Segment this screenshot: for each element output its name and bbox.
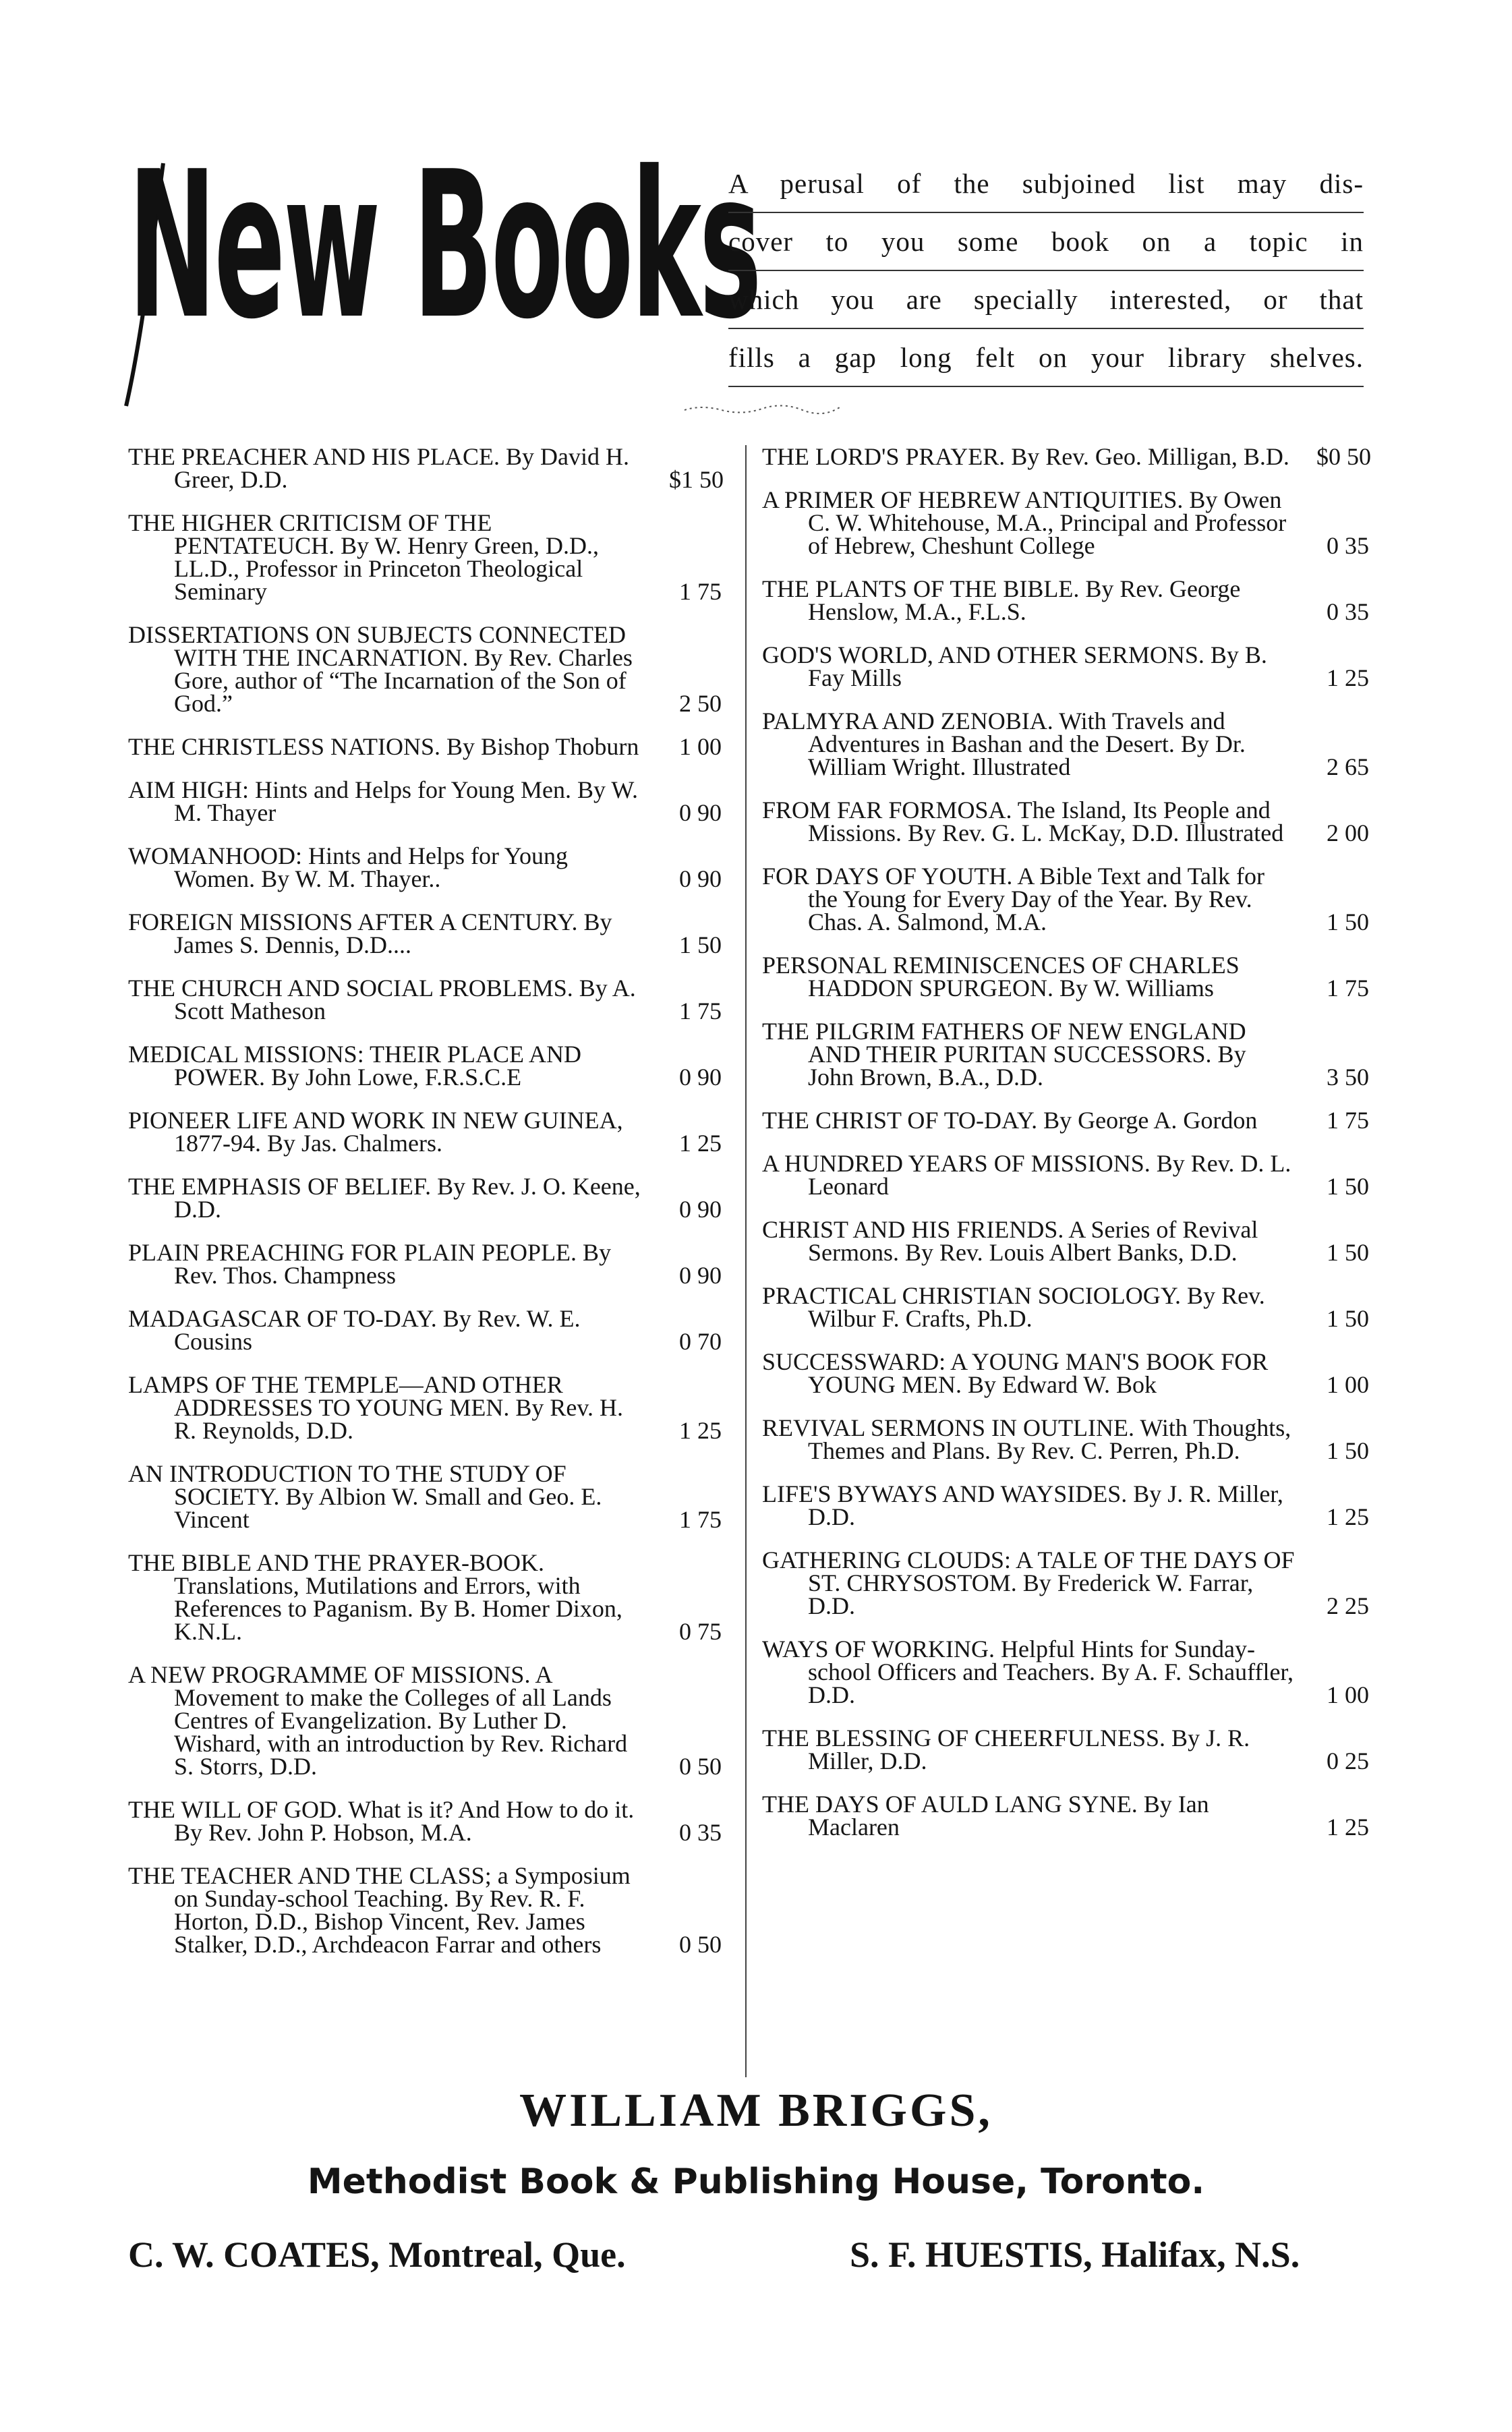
book-entry (762, 954, 1369, 1000)
book-entry (762, 1284, 1369, 1330)
book-title: THE DAYS OF AULD LANG SYNE. By Ian Maclaren (762, 1791, 1209, 1841)
book-price: 0 90 (679, 865, 722, 892)
book-entry (762, 707, 1369, 780)
book-entry (128, 511, 722, 603)
page-title: New Books (128, 128, 760, 364)
book-title: THE CHURCH AND SOCIAL PROBLEMS. By A. Scott Matheson (128, 975, 636, 1024)
book-entry (128, 445, 722, 491)
book-price: 0 75 (679, 1618, 722, 1645)
book-price: 0 50 (679, 1931, 722, 1958)
book-title: A NEW PROGRAMME OF MISSIONS. A Movement to make the Colleges of all Lands Centres of Evangelization. By Luther D. Wishard, with an introduction by Rev. Richard S. Storrs, D.D. (128, 1661, 628, 1780)
book-price: $1 50 (669, 466, 724, 493)
agent-halifax: S. F. HUESTIS, Halifax, N.S. (850, 2234, 1300, 2275)
book-title: WOMANHOOD: Hints and Helps for Young Women. By W. M. Thayer.. (128, 842, 568, 892)
intro-line: cover to you some book on a topic in (728, 213, 1364, 271)
book-price: 1 50 (679, 931, 722, 958)
book-entry (128, 1798, 722, 1844)
publisher-name: WILLIAM BRIGGS, (519, 2085, 993, 2137)
agent-montreal: C. W. COATES, Montreal, Que. (128, 2234, 626, 2275)
book-title: PERSONAL REMINISCENCES OF CHARLES HADDON SPURGEON. By W. Williams (762, 952, 1240, 1002)
intro-line: A perusal of the subjoined list may dis- (728, 155, 1364, 213)
book-price: 1 00 (1327, 1371, 1369, 1398)
intro-text (728, 155, 1364, 387)
book-title: LIFE'S BYWAYS AND WAYSIDES. By J. R. Miller, D.D. (762, 1480, 1283, 1530)
book-price: 1 50 (1327, 908, 1369, 935)
book-title: AIM HIGH: Hints and Helps for Young Men. By W. M. Thayer (128, 776, 639, 826)
book-entry (128, 910, 722, 956)
book-title: A PRIMER OF HEBREW ANTIQUITIES. By Owen C. W. Whitehouse, M.A., Principal and Professor of Hebrew, Cheshunt College (762, 486, 1287, 559)
book-price: 2 65 (1327, 753, 1369, 780)
book-entry (128, 844, 722, 890)
book-title: THE EMPHASIS OF BELIEF. By Rev. J. O. Keene, D.D. (128, 1173, 641, 1223)
book-price: 1 00 (1327, 1681, 1369, 1708)
book-entry (762, 577, 1369, 623)
book-title: CHRIST AND HIS FRIENDS. A Series of Revival Sermons. By Rev. Louis Albert Banks, D.D. (762, 1216, 1258, 1266)
book-entry (128, 1462, 722, 1531)
book-entry (128, 1241, 722, 1287)
book-entry (128, 735, 722, 758)
book-title: WAYS OF WORKING. Helpful Hints for Sunday-school Officers and Teachers. By A. F. Schauffler, D.D. (762, 1635, 1293, 1708)
book-price: 0 90 (679, 1064, 722, 1091)
book-price: 2 00 (1327, 819, 1369, 846)
book-entry (128, 1043, 722, 1089)
book-entry (762, 1416, 1369, 1462)
book-entry (762, 1548, 1369, 1617)
book-title: THE WILL OF GOD. What is it? And How to do it. By Rev. John P. Hobson, M.A. (128, 1796, 635, 1846)
book-title: FOR DAYS OF YOUTH. A Bible Text and Talk for the Young for Every Day of the Year. By Rev. Chas. A. Salmond, M.A. (762, 863, 1264, 935)
column-divider (745, 445, 747, 2077)
book-price: 0 35 (1327, 598, 1369, 625)
book-entry (128, 1373, 722, 1442)
book-price: 0 70 (679, 1328, 722, 1355)
book-title: THE LORD'S PRAYER. By Rev. Geo. Milligan, B.D. (762, 443, 1289, 470)
book-price: 1 25 (1327, 664, 1369, 691)
publisher-house: Methodist Book & Publishing House, Toronto. (307, 2162, 1205, 2202)
book-price: 0 90 (679, 1196, 722, 1223)
book-price: 1 75 (679, 997, 722, 1024)
book-price: 2 25 (1327, 1592, 1369, 1619)
book-title: PRACTICAL CHRISTIAN SOCIOLOGY. By Rev. Wilbur F. Crafts, Ph.D. (762, 1282, 1265, 1332)
book-title: SUCCESSWARD: A YOUNG MAN'S BOOK FOR YOUNG MEN. By Edward W. Bok (762, 1348, 1269, 1398)
book-price: 0 35 (1327, 532, 1369, 559)
book-entry (762, 1020, 1369, 1089)
book-entry (128, 1663, 722, 1778)
book-entry (128, 1551, 722, 1643)
book-list-right (762, 445, 1369, 1859)
book-title: AN INTRODUCTION TO THE STUDY OF SOCIETY. By Albion W. Small and Geo. E. Vincent (128, 1460, 602, 1533)
book-price: 0 90 (679, 1262, 722, 1289)
book-price: 0 35 (679, 1819, 722, 1846)
book-price: 1 75 (1327, 975, 1369, 1002)
book-price: 1 75 (679, 1506, 722, 1533)
book-title: REVIVAL SERMONS IN OUTLINE. With Thoughts, Themes and Plans. By Rev. C. Perren, Ph.D. (762, 1414, 1291, 1464)
book-title: FROM FAR FORMOSA. The Island, Its People and Missions. By Rev. G. L. McKay, D.D. Illustrated (762, 797, 1284, 846)
book-title: DISSERTATIONS ON SUBJECTS CONNECTED WITH THE INCARNATION. By Rev. Charles Gore, author of “The Incarnation of the Son of God.” (128, 621, 633, 717)
book-entry (128, 1109, 722, 1155)
book-price: 1 25 (679, 1417, 722, 1444)
book-entry (128, 1175, 722, 1221)
book-title: PALMYRA AND ZENOBIA. With Travels and Adventures in Bashan and the Desert. By Dr. William Wright. Illustrated (762, 707, 1246, 780)
book-price: 2 50 (679, 690, 722, 717)
book-entry (128, 778, 722, 824)
book-title: THE PLANTS OF THE BIBLE. By Rev. George Henslow, M.A., F.L.S. (762, 575, 1241, 625)
book-title: THE BLESSING OF CHEERFULNESS. By J. R. Miller, D.D. (762, 1725, 1250, 1774)
book-title: GOD'S WORLD, AND OTHER SERMONS. By B. Fay Mills (762, 641, 1267, 691)
book-entry (128, 623, 722, 715)
book-price: 0 90 (679, 799, 722, 826)
book-title: THE PREACHER AND HIS PLACE. By David H. Greer, D.D. (128, 443, 630, 493)
book-price: 1 25 (1327, 1503, 1369, 1530)
book-title: MADAGASCAR OF TO-DAY. By Rev. W. E. Cousins (128, 1305, 581, 1355)
book-title: THE PILGRIM FATHERS OF NEW ENGLAND AND THEIR PURITAN SUCCESSORS. By John Brown, B.A., D.D. (762, 1018, 1246, 1091)
book-title: A HUNDRED YEARS OF MISSIONS. By Rev. D. L. Leonard (762, 1150, 1291, 1200)
intro-line: fills a gap long felt on your library shelves. (728, 329, 1364, 387)
intro-line: which you are specially interested, or that (728, 271, 1364, 329)
book-title: GATHERING CLOUDS: A TALE OF THE DAYS OF ST. CHRYSOSTOM. By Frederick W. Farrar, D.D. (762, 1546, 1295, 1619)
book-title: PLAIN PREACHING FOR PLAIN PEOPLE. By Rev. Thos. Champness (128, 1239, 612, 1289)
book-price: 1 50 (1327, 1437, 1369, 1464)
book-title: THE HIGHER CRITICISM OF THE PENTATEUCH. By W. Henry Green, D.D., LL.D., Professor in Princeton Theological Seminary (128, 509, 600, 605)
book-price: 1 25 (679, 1130, 722, 1157)
book-title: PIONEER LIFE AND WORK IN NEW GUINEA, 1877-94. By Jas. Chalmers. (128, 1107, 623, 1157)
book-title: MEDICAL MISSIONS: THEIR PLACE AND POWER. By John Lowe, F.R.S.C.E (128, 1041, 582, 1091)
book-price: 1 75 (1327, 1107, 1369, 1134)
book-entry (762, 488, 1369, 557)
book-entry (128, 977, 722, 1022)
book-price: 3 50 (1327, 1064, 1369, 1091)
book-entry (128, 1307, 722, 1353)
book-price: 0 50 (679, 1753, 722, 1780)
book-entry (762, 1350, 1369, 1396)
book-entry (762, 1635, 1369, 1708)
book-title: THE CHRIST OF TO-DAY. By George A. Gordon (762, 1107, 1258, 1134)
book-entry (762, 865, 1369, 933)
book-price: 1 50 (1327, 1305, 1369, 1332)
book-entry (762, 799, 1369, 844)
book-title: THE TEACHER AND THE CLASS; a Symposium on Sunday-school Teaching. By Rev. R. F. Horton, D.D., Bishop Vincent, Rev. James Stalker, D.D., Archdeacon Farrar and others (128, 1862, 631, 1958)
book-price: 1 75 (679, 578, 722, 605)
book-entry (762, 1152, 1369, 1198)
book-entry (762, 1109, 1369, 1132)
book-entry (762, 1218, 1369, 1264)
book-title: THE CHRISTLESS NATIONS. By Bishop Thoburn (128, 733, 639, 760)
book-entry (762, 1482, 1369, 1528)
book-entry (762, 1727, 1369, 1772)
book-price: 0 25 (1327, 1747, 1369, 1774)
book-title: FOREIGN MISSIONS AFTER A CENTURY. By James S. Dennis, D.D.... (128, 908, 612, 958)
book-entry (762, 1793, 1369, 1839)
book-title: THE BIBLE AND THE PRAYER-BOOK. Translations, Mutilations and Errors, with References to Paganism. By B. Homer Dixon, K.N.L. (128, 1549, 622, 1645)
book-price: 1 50 (1327, 1173, 1369, 1200)
book-entry (762, 445, 1369, 468)
book-price: $0 50 (1316, 443, 1371, 470)
book-list-left (128, 445, 722, 1976)
book-entry (762, 643, 1369, 689)
book-price: 1 25 (1327, 1814, 1369, 1841)
book-title: LAMPS OF THE TEMPLE—AND OTHER ADDRESSES TO YOUNG MEN. By Rev. H. R. Reynolds, D.D. (128, 1371, 624, 1444)
ornament-divider-icon (681, 402, 843, 415)
book-price: 1 50 (1327, 1239, 1369, 1266)
book-entry (128, 1864, 722, 1956)
book-price: 1 00 (679, 733, 722, 760)
